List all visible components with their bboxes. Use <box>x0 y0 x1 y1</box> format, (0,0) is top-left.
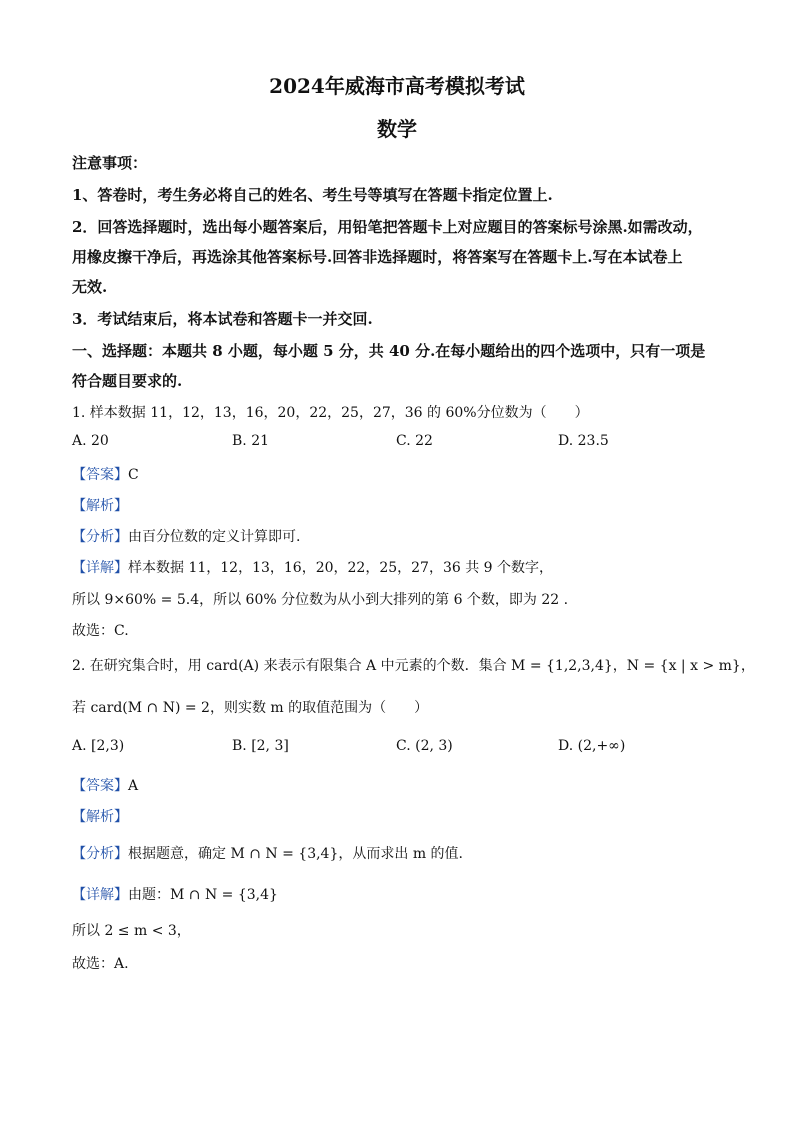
q2-stem-2: 若 card(M ∩ N) = 2，则实数 m 的取值范围为（ ） <box>72 700 429 716</box>
q2-fenxi: 根据题意，确定 M ∩ N = {3,4}，从而求出 m 的值. <box>128 846 464 862</box>
q2-detail-line <box>72 884 732 904</box>
q1-analysis-tag: 【解析】 <box>72 498 128 514</box>
q2-option-a: A. [2,3) <box>72 738 125 754</box>
q2-calc: 所以 2 ≤ m < 3， <box>72 923 191 939</box>
notice-item-2b: 用橡皮擦干净后，再选涂其他答案标号.回答非选择题时，将答案写在答题卡上.写在本试卷上 <box>72 248 683 266</box>
q2-answer: A <box>128 778 139 794</box>
q1-answer: C <box>128 467 139 483</box>
notice-item-2a: 2．回答选择题时，选出每小题答案后，用铅笔把答题卡上对应题目的答案标号涂黑.如需改动， <box>72 218 703 236</box>
q1-calc: 所以 9×60% = 5.4，所以 60% 分位数为从小到大排列的第 6 个数，即为 22 . <box>72 592 569 608</box>
q2-option-b: B. [2, 3] <box>232 738 289 754</box>
q2-detail-tag: 【详解】 <box>72 887 128 903</box>
notice-heading: 注意事项： <box>72 154 148 172</box>
q1-fenxi: 由百分位数的定义计算即可. <box>128 529 301 545</box>
q2-fenxi-line <box>72 843 732 863</box>
q1-stem: 1. 样本数据 11，12，13，16，20，22，25，27，36 的 60%分位数为（ ） <box>72 405 589 421</box>
q2-analysis-tag: 【解析】 <box>72 809 128 825</box>
q1-answer-line <box>72 464 732 484</box>
notice-item-1: 1、答卷时，考生务必将自己的姓名、考生号等填写在答题卡指定位置上. <box>72 186 553 204</box>
section-1-line-2: 符合题目要求的. <box>72 372 183 390</box>
q1-fenxi-line <box>72 526 732 546</box>
q2-answer-tag: 【答案】 <box>72 778 128 794</box>
exam-title: 2024年威海市高考模拟考试 <box>269 74 525 98</box>
q1-fenxi-tag: 【分析】 <box>72 529 128 545</box>
q1-detail-line <box>72 557 732 577</box>
exam-subject: 数学 <box>377 117 417 141</box>
q2-stem-1: 2. 在研究集合时，用 card(A) 来表示有限集合 A 中元素的个数．集合 M = {1,2,3,4}，N = {x | x > m}， <box>72 658 755 674</box>
q1-detail-tag: 【详解】 <box>72 560 128 576</box>
q2-option-c: C. (2, 3) <box>396 738 453 754</box>
q2-conclusion: 故选：A. <box>72 956 129 972</box>
q2-detail: 由题：M ∩ N = {3,4} <box>128 887 278 903</box>
q2-answer-line <box>72 775 732 795</box>
q1-conclusion: 故选：C. <box>72 623 129 639</box>
q1-option-c: C. 22 <box>396 433 433 449</box>
q1-detail: 样本数据 11，12，13，16，20，22，25，27，36 共 9 个数字， <box>128 560 554 576</box>
q1-option-b: B. 21 <box>232 433 270 449</box>
q2-fenxi-tag: 【分析】 <box>72 846 128 862</box>
q1-answer-tag: 【答案】 <box>72 467 128 483</box>
notice-item-3: 3．考试结束后，将本试卷和答题卡一并交回. <box>72 310 373 328</box>
q2-option-d: D. (2,+∞) <box>558 738 626 754</box>
notice-item-2c: 无效. <box>72 278 108 296</box>
section-1-line-1: 一、选择题：本题共 8 小题，每小题 5 分，共 40 分.在每小题给出的四个选项中，只有一项是 <box>72 342 706 360</box>
q1-analysis-line <box>72 495 732 515</box>
q1-option-a: A. 20 <box>72 433 109 449</box>
q2-analysis-line <box>72 806 732 826</box>
q1-option-d: D. 23.5 <box>558 433 609 449</box>
